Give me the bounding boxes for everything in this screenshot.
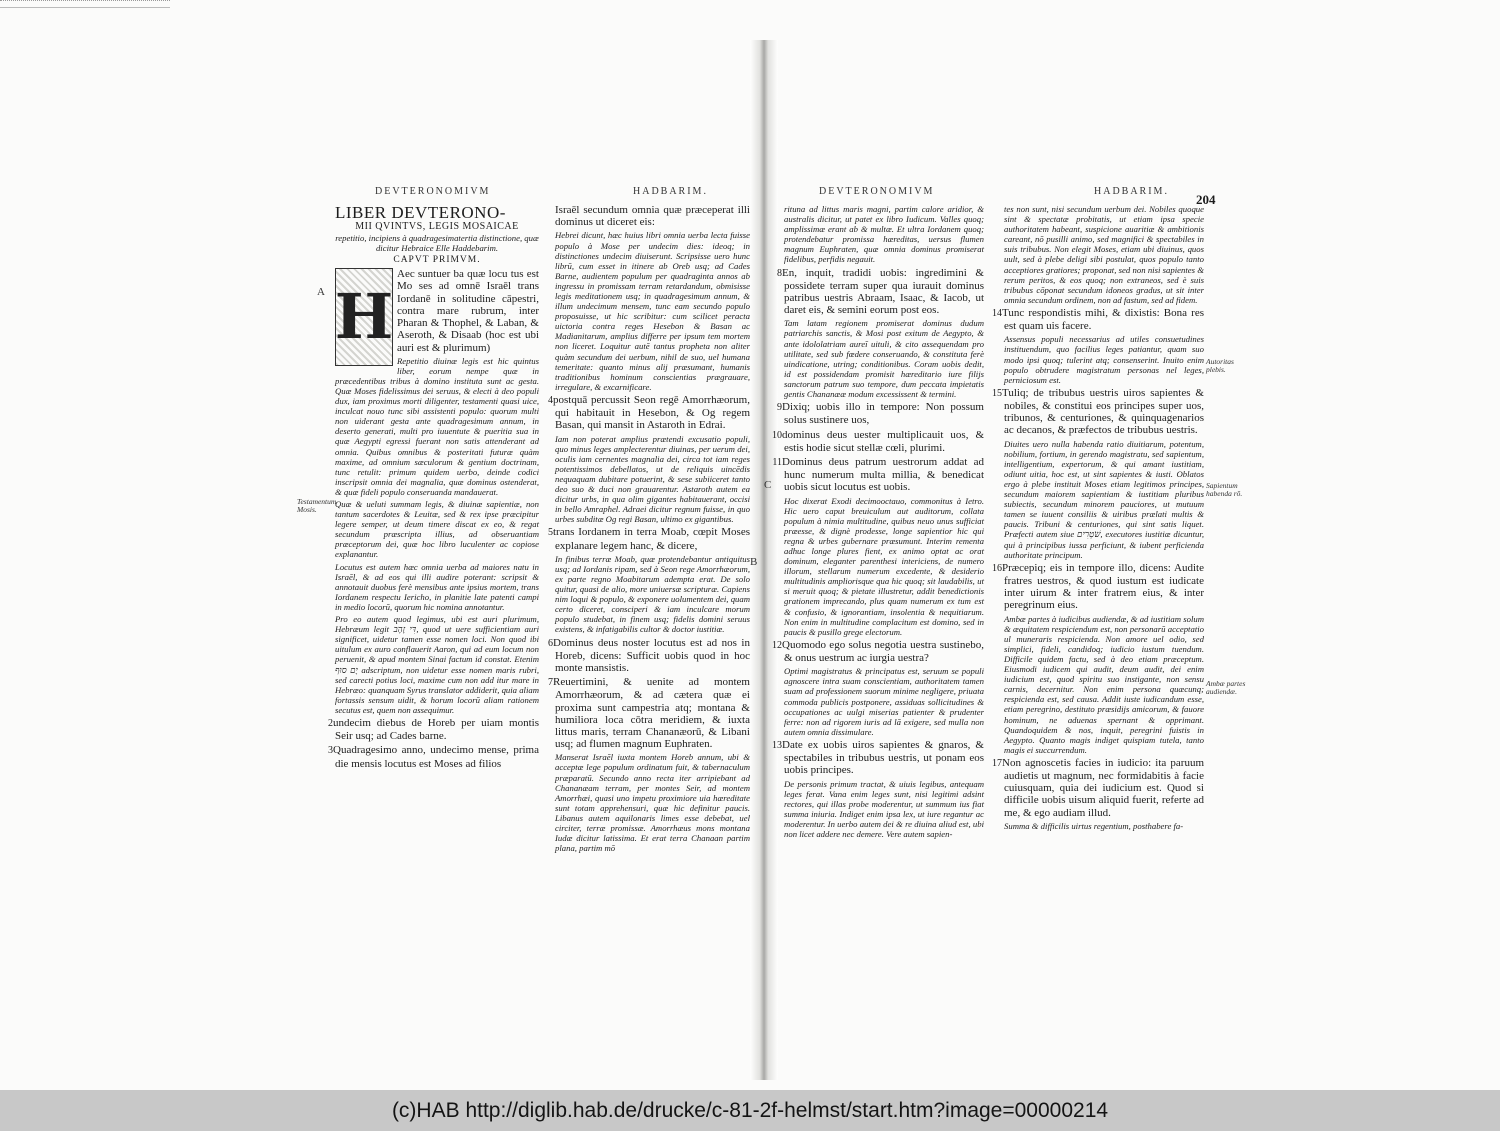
commentary-paragraph: tes non sunt, nisi secundum uerbum dei. Nobiles quoque sint & spectatæ probitatis, ut etiam ipsa specie authoritatem habeant, suspicione auaritiæ & ambitionis careant, nō pusilli animo, sed magnifici & spectabiles in suis tribubus. Non elegit Moses, etiam ubi diuinus, quos uult, sed à plebe deligi sibi postulat, quos populo tanto acceptiores gratiores; proponat, sed non nisi sapientes & rerum peritos, & eos quoq; non extraneos, sed è suis tribubus cōponat secundum idoneos gradus, ut sit inter omnia secundum ordinem, non ad fastum, sed ad fidem. bbox=[1004, 204, 1204, 305]
verse bbox=[777, 401, 984, 427]
verse-number: 5 bbox=[548, 527, 553, 539]
commentary-paragraph: Tam latam regionem promiserat dominus dudum patriarchis sanctis, & Mosi post exitum de Aegypto, & ante idololatriam aureī uituli, & cito assequendam pro utilitate, sed sub fœdere conseruando, & constituta ferè uindicatione, utring; conditionibus. Coram uobis dedit, id est possidendam promisit hæreditario iure filijs sanctorum patrum suo tempore, dum peccata impietatis gentis Chananææ modum excessissent & termini. bbox=[784, 318, 984, 400]
verse-1: Aec suntuer ba quæ locu tus est Mo ses ad omnē Israēl trans Iordanē in solitudine cāpestri, contra mare rubrum, inter Pharan & Thophel, & Laban, & Aseroth, & Disaab (hoc est ubi auri est & plurimum) bbox=[397, 268, 539, 354]
verse-text: dominus deus uester multiplicauit uos, & estis hodie sicut stellæ cœli, plurimi. bbox=[782, 428, 984, 454]
book-title-line2: MII QVINTVS, LEGIS MOSAICAE bbox=[355, 221, 519, 232]
commentary-paragraph: Assensus populi necessarius ad utiles consuetudines instituendum, quo facilius leges patiantur, quam suo modo ipsi quoq; tulerint atq; consenserint. Inuito enim populo obtrudere magistratum personas nel leges, perniciosum est. bbox=[1004, 334, 1204, 385]
verse-text: trans Iordanem in terra Moab, cœpit Moses explanare legem hanc, & dicere, bbox=[553, 526, 750, 552]
verse-number: 17 bbox=[992, 757, 1002, 769]
right-column-2 bbox=[992, 204, 1204, 904]
verse-text: Præcepiq; eis in tempore illo, dicens: Audite fratres uestros, & quod iustum est iudicate inter uirum & inter fratrem eius, & inter peregrinum eius. bbox=[1002, 561, 1204, 612]
book-subtitle: repetitio, incipiens à quadragesimatertia distinctione, quæ dicitur Hebraice Elle Haddebarim. bbox=[335, 232, 539, 253]
copyright-footer bbox=[0, 1090, 1500, 1131]
margin-letter-b: B bbox=[750, 556, 758, 568]
verse-text: Quomodo ego solus negotia uestra sustinebo, & onus uestrum ac iurgia uestra? bbox=[782, 638, 984, 665]
verse-text: Non agnoscetis facies in iudicio: ita paruum audietis ut magnum, nec formidabitis à facie cuiusquam, quia dei iudicium est. Quod si difficile uobis uisum aliquid fuerit, referte ad me, & ego audiam illud. bbox=[1002, 756, 1204, 819]
verse-text: En, inquit, tradidi uobis: ingredimini & possidete terram super qua iurauit dominus patribus uestris Abraam, Isaac, & Iacob, ut daret eis, & semini eorum post eos. bbox=[782, 266, 984, 317]
commentary-paragraph: Summa & difficilis uirtus regentium, posthabere fa- bbox=[1004, 820, 1184, 831]
verse-number: 9 bbox=[777, 402, 782, 414]
verse-text: Quadragesimo anno, undecimo mense, prima die mensis locutus est Moses ad filios bbox=[333, 744, 539, 770]
page-number: 204 bbox=[1196, 192, 1216, 207]
verse-number: 8 bbox=[777, 267, 782, 279]
verse-text: undecim diebus de Horeb per uiam montis Seir usq; ad Cades barne. bbox=[333, 716, 539, 743]
verse bbox=[328, 744, 539, 770]
commentary-paragraph: Manserat Israēl iuxta montem Horeb annum, ubi & acceptæ lege populum ordinatum fuit, & tabernaculum præparatū. Secundo anno recta iter arripiebant ad Chananæam terram, per montes Seir, ad montem Amorrhæi, quasi uno impetu proximiore uia hæreditate sunt totam apprehensuri, quæ hic definitur paucis. Libanus autem aquilonaris limes esse debebat, uel circiter, terræ promissæ. Amorrhæus mons montana Iudæ dicitur latissima. Et erat terra Chanaan partim plana, partim mō bbox=[555, 752, 750, 854]
running-head-right: HADBARIM. bbox=[633, 186, 708, 197]
commentary-paragraph: Quæ & ueluti summam legis, & diuinæ sapientiæ, non tantum sacerdotes & Leuitæ, sed & rex ipse præcipitur legere semper, ut deum timere discat ex eo, & regat secundum præscripta illius, ad obseruantiam præceptorum dei, quæ hoc libro luculenter ac copiose explanantur. bbox=[335, 499, 539, 560]
verse-text: Dominus deus noster locutus est ad nos in Horeb, dicens: Sufficit uobis quod in hoc monte mansistis. bbox=[553, 636, 750, 674]
commentary-paragraph: De personis primum tractat, & uiuis legibus, antequam leges ferat. Vana enim leges sunt, nisi legitimi adsint rectores, qui illas probe moderentur, ut summum ius fiat summa iniuria. Indiget enim ipsa lex, ut iure regantur ac moderentur. In uerbo autem dei & re diuina aliud est, ubi non licet addere nec demere. Vere autem sapien- bbox=[784, 778, 984, 839]
margin-note-ambae: Ambæ partes audiendæ. bbox=[1206, 679, 1246, 697]
running-head-right: HADBARIM. bbox=[1094, 186, 1169, 197]
verse-number: 12 bbox=[772, 639, 782, 651]
commentary-paragraph: Hoc dixerat Exodi decimooctauo, commonitus à Ietro. Hic uero caput breuiculum aut auditorum, collata populum à nimia multitudine, quibus neuo unus sufficiat præesse, & dignè prodesse, longe sapientior hic qui regna & urbes gubernare præsumunt. Interim rementa adhuc longe plures fient, ex animo optat ac orat dominum, eleganter parenthesi intericiens, de numero illorum, stellarum numerum excedente, & desiderio multitudinis ampliorisque qua hic quoq; sit laudabilis, ut si meruit quoq; & pietate illustretur, addit benedictionis grationem imprecando, plus quam numerum ex tum est & confusio, & ignorantiam, insolentia & nequitiarum. Non enim in multitudine complacitum est domino, sed in paucis & pusillo grege electorum. bbox=[784, 495, 984, 637]
running-head-left: DEVTERONOMIVM bbox=[819, 186, 935, 197]
verse-number: 2 bbox=[328, 717, 333, 729]
verse-number: 10 bbox=[772, 429, 782, 441]
book-title: LIBER DEVTERONO- bbox=[335, 203, 506, 222]
commentary-paragraph: rituna ad littus maris magni, partim calore aridior, & australis dicitur, ut patet ex libro Iudicum. Valles quoq; amplissimæ erant ab & multæ. Et ultra Iordanem quoq; protendebatur promissa hæreditas, uersus flumen magnum Euphraten, quæ omnia dominus promiserat fidelibus, perfidis negauit. bbox=[784, 204, 984, 265]
verse-text: Date ex uobis uiros sapientes & gnaros, & spectabiles in tribubus uestris, ut ponam eos uobis principes. bbox=[782, 738, 984, 777]
verse-text: Reuertimini, & uenite ad montem Amorrhæorum, & ad cætera quæ ei proxima sunt campestria atq; montana & humiliora loca cōtra meridiem, & iuxta littus maris, terram Chananæorū, & Libani usq; ad flumen magnum Euphraten. bbox=[553, 676, 750, 751]
decorated-initial: H bbox=[335, 268, 393, 366]
verse bbox=[548, 526, 750, 552]
commentary-paragraph: Locutus est autem hæc omnia uerba ad maiores natu in Israēl, & ad eos qui illi audire poterant: scripsit & annotauit duobus ferè mensibus ante ipsius mortem, trans Iordanem respectu Iericho, in planitie late patenti campi in medio locorū, quorum hic nomina annotantur. bbox=[335, 561, 539, 612]
commentary-paragraph: Diuites uero nulla habenda ratio diuitiarum, potentum, nobilium, fortium, in gerendo magistratu, sed sapientum, intelligentium, expertorum, & qui amant iustitiam, odiunt uitia, hoc est, ut sint sapientes & iusti. Oblatos ergo à plebe instituit Moses etiam legitimos principes, secundum maiorem sapientiam & iustitiam pluribus subiectis, secundum minorem pauciores, ut mutuum tamen se iuuent consiliis & uiribus prælati multis & paucis. Tribuni & centuriones, qui sint satis liquet. Præfecti autem siue שֹׁטְרִים, executores iustitiæ dicuntur, qui à principibus iussa perficiunt, & iubent perficienda authoritate principum. bbox=[1004, 438, 1204, 560]
verse bbox=[548, 636, 750, 675]
verse-number: 11 bbox=[772, 456, 782, 468]
verse bbox=[772, 638, 984, 665]
verse-text: Tuliq; de tribubus uestris uiros sapientes & nobiles, & constitui eos principes super uos, tribunos, & centuriones, & quinquagenarios ac decanos, & præfectos de tribubus uestris. bbox=[1002, 386, 1204, 437]
commentary-paragraph: Repetitio diuinæ legis est hic quintus liber, eorum nempe quæ in præcedentibus tribus à domino instituta sunt ac gesta. Quæ Moses fidelissimus dei seruus, & electi à deo populi dux, iam proximus morti diligenter, testamenti quasi uice, inculcat nouo tunc sibi assistenti populo: quorum multi non uiderant gesta ante quadragesimum annum, in deserto generati, multi pro iuuentute & pueritia sua in quæ Aegypti egressi fuerant non satis attenderant ad omnia. Quibus omnibus & posteritati futuræ quàm maxime, ad omnium sæculorum & gentium doctrinam, tunc retulit: primum quidem uerbo, deinde codici inscripsit omnia dei magnalia, quæ dominus ostenderat, & quæ fideli populo conseruanda mandauerat. bbox=[335, 355, 539, 497]
verse-number: 13 bbox=[772, 739, 782, 751]
commentary-paragraph: Optimi magistratus & principatus est, seruum se populi agnoscere intra suam conscientiam, authoritatem tamen suam ad professionem suorum minime negligere, priuata commoda publicis postponere, assiduas sollicitudines & occupationes ac uulgi miserias patienter & prudenter ferre: non ad rigorem iuris ad lā exigere, sed mulla non autem omnia dissimulare. bbox=[784, 666, 984, 737]
verse-number: 3 bbox=[328, 745, 333, 757]
verse-number: 6 bbox=[548, 637, 553, 649]
margin-note-testamentum: Testamentum Mosis. bbox=[297, 497, 337, 515]
verse bbox=[992, 561, 1204, 612]
left-column-2 bbox=[548, 204, 750, 904]
verse bbox=[992, 756, 1204, 819]
verse-text: postquā percussit Seon regē Amorrhæorum, qui habitauit in Hesebon, & Og regem Basan, qui mansit in Astaroth in Edrai. bbox=[553, 393, 750, 432]
verse bbox=[777, 266, 984, 317]
verse-continuation: Israēl secundum omnia quæ præceperat illi dominus ut diceret eis: bbox=[555, 204, 750, 229]
verse bbox=[548, 676, 750, 751]
margin-letter-a: A bbox=[317, 286, 325, 298]
verse bbox=[992, 386, 1204, 437]
scan-edge-mark bbox=[0, 0, 170, 8]
verse bbox=[772, 455, 984, 494]
verse-text: Tunc respondistis mihi, & dixistis: Bona res est quam uis facere. bbox=[1002, 306, 1204, 333]
verse bbox=[328, 716, 539, 743]
verse bbox=[992, 306, 1204, 333]
verse bbox=[548, 393, 750, 432]
margin-note-autoritas: Autoritas plebis. bbox=[1206, 357, 1234, 375]
verse bbox=[772, 738, 984, 777]
verse-text: Dominus deus patrum uestrorum addat ad hunc numerum multa millia, & benedicat uobis sicut locutus est uobis. bbox=[782, 455, 984, 494]
commentary-paragraph: Iam non poterat amplius prætendi excusatio populi, quo minus leges amplecterentur diuinas, per uerum dei, oculis iam cernentes magnalia dei, circa tot iam reges potentissimos debellatos, ut de reliquis uincēdis nequaquam dubitare potuerint, & sese subiiceret tanto deo suo & duci non grauarentur. Astaroth autem ea dicitur urbs, in qua olim gigantes habitauerant, occisi in bello Amraphel. Adraei dicitur regnum fuisse, in quo urbes subditæ Og regi Basan, ultimo ex gigantibus. bbox=[555, 433, 750, 525]
commentary-paragraph: Ambæ partes à iudicibus audiendæ, & ad iustitiam solum & æquitatem respiciendum est, non personarū acceptatio ul muneraris respicienda. Non amore uel odio, sed simplici, fideli, candidoq; iudicio iustum tuendum. Difficile quidem factu, sed à deo etiam præceptum. Eiusmodi iudicem qui audit, deum audit, dei enim iudicium est, quod spiritu suo instigante, non sensu carnis, decernitur. Non enim persona quæcunq; respicienda est, sed causa. Addit iuste iudicandum esse, etiam peregrino, destituto præsidijs amicorum, & fauore hominum, ne aduenas spernant & opprimant. Quandoquidem & nos, inquit, peregrini fuistis in Aegypto. Quanto magis indiget quispiam tutela, tanto magis ei succurrendum. bbox=[1004, 613, 1204, 755]
commentary-paragraph: Hebrei dicunt, hæc huius libri omnia uerba lecta fuisse populo à Mose per undecim dies: ideoq; in distinctiones undecim diuiserunt. Scripsisse uero hunc librū, cum esset in itinere ab Oreb usq; ad Cades Barne, audientem populum per quadraginta annos ab ingressu in promissam terram retardandum, obmisisse legis meditationem usq; in quadragesimum annum, & illum undecimum mensem, tunc eam secundo populo proposuisse, ut hic scribitur: cum scilicet peracta uictoria contra reges Hesebon & Basan ac Madianitarum, amplius differre per ipsum tem mortem non liceret. Loquitur autē tantus propheta non aliter quàm secundum dei uerbum, nihil de suo, uel humana temeritate: quanto minus alij præsumant, humanis traditionibus hominum conscientias prægrauare, irregulare, & excarnificare. bbox=[555, 230, 750, 392]
verse-number: 4 bbox=[548, 394, 553, 406]
commentary-paragraph: In finibus terræ Moab, quæ protendebantur antiquitus usq; ad Iordanis ripam, sed à Seon rege Amorrhæorum, ex parte regno Moabitarum adempta erat. De solo quitur, quasi de alio, more uniuersæ scripturæ. Capiens nim loqui & populo, & exponere uolumentem dei, quam certo diceret, consciperi & iam inculcare morum populo studebat, in finem usq; fidelis domini seruus existens, & infatigabilis cultor & doctor iustitiæ. bbox=[555, 553, 750, 635]
verse-number: 15 bbox=[992, 387, 1002, 399]
left-column-1 bbox=[328, 203, 539, 904]
right-column-1 bbox=[772, 204, 984, 904]
margin-letter-c: C bbox=[764, 479, 772, 491]
verse-number: 16 bbox=[992, 562, 1002, 574]
verse-number: 14 bbox=[992, 307, 1002, 319]
chapter-heading: CAPVT PRIMVM. bbox=[393, 254, 481, 265]
commentary-paragraph: Pro eo autem quod legimus, ubi est auri plurimum, Hebræum legit דִּי זָהָב, quod ut uere sufficientiam auri significet, uidetur tamen esse nomen loci. Non quod ibi uitulum ex auro conflauerit Aaron, qui ad eum locum non peruenit, & apud montem Sinai factum id constat. Etenim יָם סוּף adscriptum, non uidetur esse nomen maris rubri, sed carecti potius loci, maxime cum non add itur mare in Hebræo: quanquam Syrus translator addiderit, quia aliam fortassis sensum uidit, & horum locorū aliam rationem secutus est, quem non assequimur. bbox=[335, 614, 539, 715]
verse bbox=[772, 428, 984, 454]
verse-number: 7 bbox=[548, 677, 553, 689]
verse-text: Dixiq; uobis illo in tempore: Non possum solus sustinere uos, bbox=[782, 401, 984, 427]
margin-note-sapientum: Sapientum habenda rō. bbox=[1206, 481, 1243, 499]
running-head-left: DEVTERONOMIVM bbox=[375, 186, 491, 197]
copyright-url: (c)HAB http://diglib.hab.de/drucke/c-81-2f-helmst/start.htm?image=00000214 bbox=[391, 1098, 1109, 1122]
